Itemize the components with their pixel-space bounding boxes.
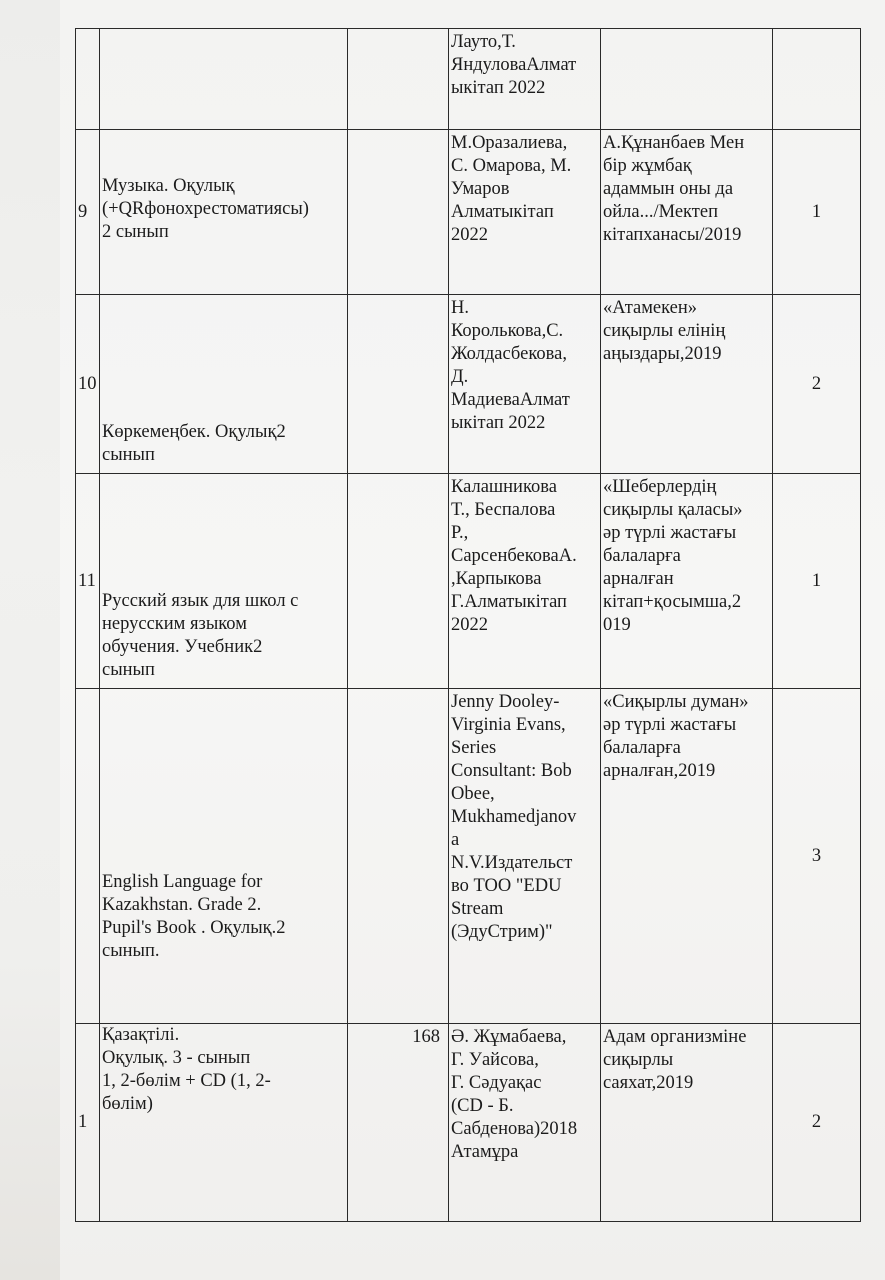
quantity: 3 [773,689,861,1024]
book-title: Көркемеңбек. Оқулық2 сынып [100,295,348,474]
quantity: 1 [773,474,861,689]
row-number: 10 [76,295,100,474]
book-authors: Н. Королькова,С. Жолдасбекова, Д. МадиеваАлмат ыкітап 2022 [449,295,601,474]
student-count [348,295,449,474]
table-row [76,295,861,474]
student-count [348,689,449,1024]
library-book [601,29,773,130]
quantity [773,29,861,130]
row-number [76,29,100,130]
quantity: 2 [773,295,861,474]
table-row [76,474,861,689]
book-title [100,29,348,130]
book-authors: М.Оразалиева, С. Омарова, М. Умаров Алматыкітап 2022 [449,130,601,295]
row-number: 1 [76,1024,100,1222]
row-number: 9 [76,130,100,295]
library-book: А.Құнанбаев Мен бір жұмбақ адаммын оны да ойла.../Мектеп кітапханасы/2019 [601,130,773,295]
table-row [76,130,861,295]
library-book: «Сиқырлы думан» әр түрлі жастағы балаларға арналған,2019 [601,689,773,1024]
book-authors: Ә. Жұмабаева, Г. Уайсова, Г. Сәдуақас (CD - Б. Сабденова)2018 Атамұра [449,1024,601,1222]
student-count [348,29,449,130]
book-title: Русский язык для школ с нерусским языком обучения. Учебник2 сынып [100,474,348,689]
library-book: Адам организміне сиқырлы саяхат,2019 [601,1024,773,1222]
book-title: Қазақтілі. Оқулық. 3 - сынып 1, 2-бөлім + CD (1, 2- бөлім) [100,1024,348,1222]
student-count [348,130,449,295]
table-row [76,29,861,130]
book-table [75,28,861,1222]
student-count: 168 [348,1024,449,1222]
quantity: 1 [773,130,861,295]
library-book: «Шеберлердің сиқырлы қаласы» әр түрлі жастағы балаларға арналған кітап+қосымша,2 019 [601,474,773,689]
book-authors: Калашникова Т., Беспалова Р., СарсенбековаА. ,Карпыкова Г.Алматыкітап 2022 [449,474,601,689]
book-authors: Jenny Dooley- Virginia Evans, Series Consultant: Bob Obee, Mukhamedjanov a N.V.Издательст во ТОО "EDU Stream (ЭдуСтрим)" [449,689,601,1024]
table-row [76,689,861,1024]
book-authors: Лауто,Т. ЯндуловаАлмат ыкітап 2022 [449,29,601,130]
book-title: Музыка. Оқулық (+QRфонохрестоматиясы) 2 сынып [100,130,348,295]
quantity: 2 [773,1024,861,1222]
row-number [76,689,100,1024]
library-book: «Атамекен» сиқырлы елінің аңыздары,2019 [601,295,773,474]
table-row [76,1024,861,1222]
student-count [348,474,449,689]
row-number: 11 [76,474,100,689]
book-title: English Language for Kazakhstan. Grade 2. Pupil's Book . Оқулық.2 сынып. [100,689,348,1024]
